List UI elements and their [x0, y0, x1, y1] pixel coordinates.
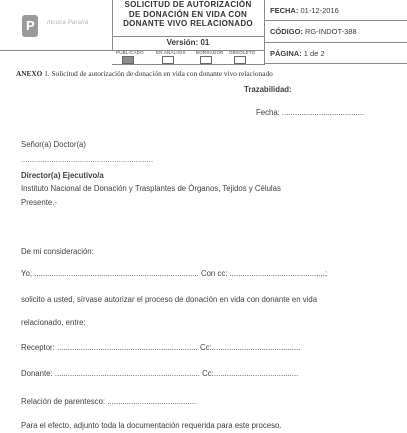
logo-area [0, 0, 113, 51]
status-label-obsoleto: OBSOLETO [229, 50, 256, 55]
document-header [0, 0, 407, 64]
title-line-1: SOLICITUD DE AUTORIZACIÓN [124, 0, 252, 9]
donante-line: Donante: ................................................................... Cc:....................................... [21, 369, 299, 378]
presente-label: Presente.- [21, 198, 57, 207]
codigo-value: RG-INDOT-388 [305, 27, 357, 36]
yo-line: Yo, ............................................................................ Con cc: ............................................; [21, 269, 328, 278]
status-checkbox-obsoleto [234, 56, 246, 64]
pagina-label: PÁGINA: [270, 49, 302, 58]
trazabilidad-label: Trazabilidad: [244, 85, 292, 94]
senor-label: Señor(a) Doctor(a) [21, 140, 86, 149]
status-label-publicado: PUBLICADO [116, 50, 144, 55]
fecha-field [264, 0, 407, 21]
annex-heading [16, 69, 273, 78]
efecto-line: Para el efecto, adjunto toda la documentación requerida para este proceso. [21, 421, 282, 430]
annex-label: ANEXO [16, 69, 43, 78]
institution-logo-icon: P [22, 15, 38, 37]
version-label: Versión: 01 [112, 36, 265, 51]
fecha-line: Fecha: ...................................... [256, 108, 365, 117]
fecha-label: FECHA: [270, 6, 299, 15]
solicito-line-2: relacionado, entre: [21, 318, 86, 327]
solicito-line-1: solicito a usted, sírvase autorizar el proceso de donación en vida con donante en vida [21, 295, 318, 304]
receptor-line: Receptor: ................................................................. Cc:......................................... [21, 343, 301, 352]
status-label-borrador: BORRADOR [196, 50, 224, 55]
pagina-value: 1 de 2 [303, 49, 325, 58]
status-checkbox-borrador [200, 56, 212, 64]
consideracion-label: De mi consideración: [21, 247, 94, 256]
status-checkbox-en-analisis [162, 56, 174, 64]
status-label-en-analisis: EN ANÁLISIS [156, 50, 186, 55]
instituto-label: Instituto Nacional de Donación y Trasplantes de Órganos, Tejidos y Células [21, 184, 281, 193]
title-line-3: DONANTE VIVO RELACIONADO [123, 19, 253, 28]
title-line-2: DE DONACIÓN EN VIDA CON [128, 9, 248, 19]
annex-text: 1. Solicitud de autorización de donación en vida con donante vivo relacionado [44, 69, 273, 78]
codigo-label: CÓDIGO: [270, 27, 303, 36]
relacion-line: Relación de parentesco: ......................................... [21, 397, 197, 406]
director-label: Director(a) Ejecutivo/a [21, 171, 104, 180]
logo-text: Incuca Paraná [47, 20, 89, 26]
codigo-field [264, 21, 407, 43]
fecha-value: 01-12-2016 [300, 6, 339, 15]
pagina-field [264, 43, 407, 64]
status-row [112, 50, 265, 65]
status-checkbox-publicado [122, 56, 134, 64]
senor-line: ............................................................. [21, 155, 154, 164]
document-title [112, 0, 265, 37]
